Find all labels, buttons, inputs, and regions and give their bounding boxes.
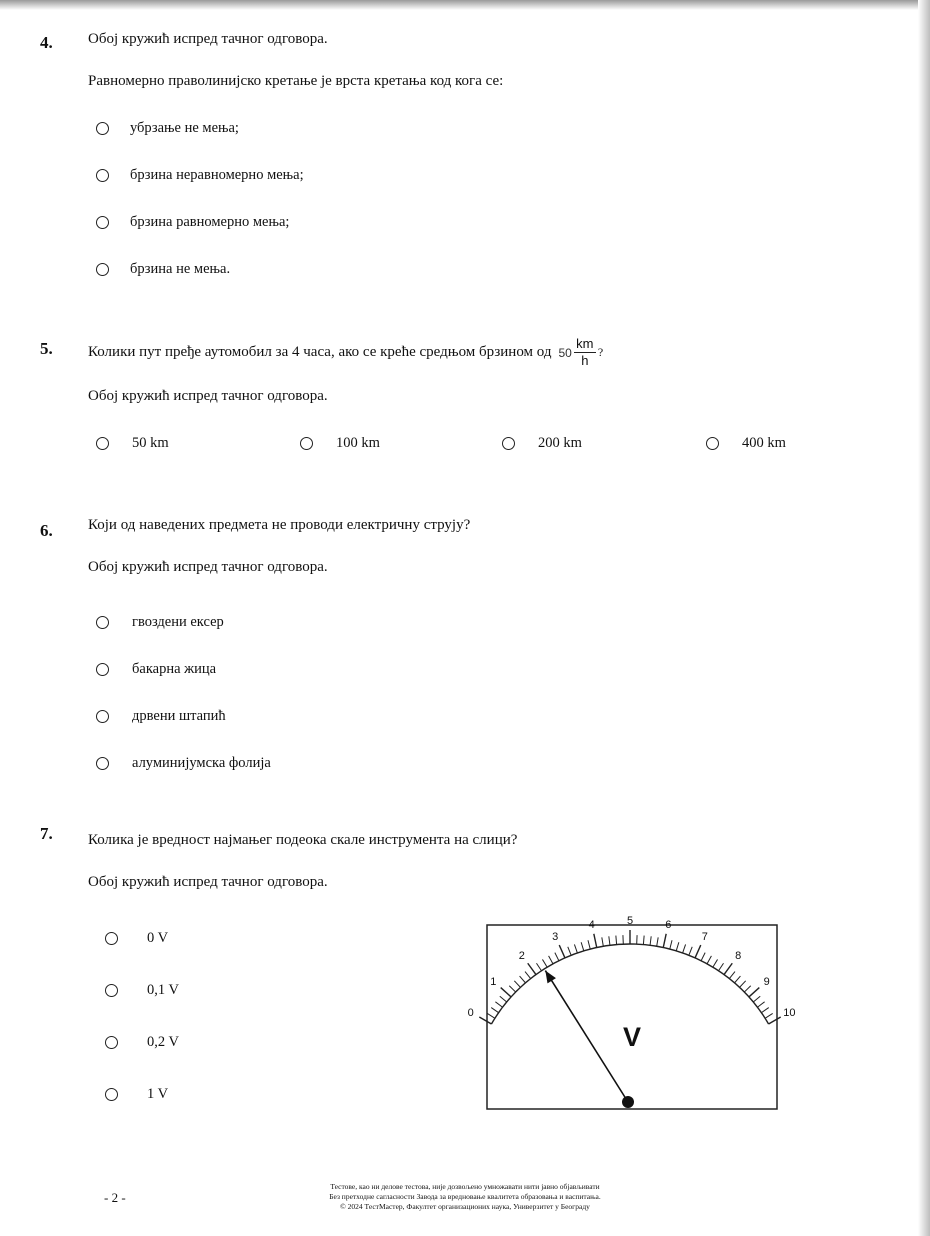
- q5-option-d[interactable]: [706, 435, 786, 452]
- meter-frame: [487, 925, 777, 1109]
- footer-line: Без претходне сагласности Завода за вредновање квалитета образовања и васпитања.: [329, 1192, 601, 1201]
- scale-label: 3: [552, 930, 559, 943]
- q7-option-a[interactable]: [105, 930, 168, 947]
- q5-option-a[interactable]: [96, 435, 169, 452]
- radio-circle[interactable]: [96, 263, 109, 276]
- scale-label: 7: [701, 930, 708, 943]
- needle-pivot: [622, 1096, 634, 1108]
- radio-circle[interactable]: [706, 437, 719, 450]
- q5-question: Колики пут пређе аутомобил за 4 часа, ако се креће средњом брзином од: [88, 344, 552, 360]
- scale-label: 2: [518, 950, 525, 963]
- scale-label: 4: [588, 919, 595, 932]
- radio-circle[interactable]: [105, 1036, 118, 1049]
- q7-question: Колика је вредност најмањег подеока скале инструмента на слици?: [88, 832, 518, 848]
- q6-instruction: Обој кружић испред тачног одговора.: [88, 559, 328, 575]
- radio-circle[interactable]: [105, 932, 118, 945]
- scale-label: 1: [490, 975, 497, 988]
- q4-instruction: Обој кружић испред тачног одговора.: [88, 31, 328, 47]
- q4-option-c[interactable]: [96, 214, 289, 231]
- footer-copyright: [245, 1182, 685, 1212]
- q7-option-d[interactable]: [105, 1086, 168, 1103]
- option-label: дрвени штапић: [132, 708, 226, 724]
- scale-label: 5: [626, 915, 634, 927]
- radio-circle[interactable]: [105, 1088, 118, 1101]
- q6-option-c[interactable]: [96, 708, 226, 725]
- option-label: убрзање не мења;: [130, 120, 239, 136]
- option-label: 400 km: [742, 435, 786, 451]
- q4-option-b[interactable]: [96, 167, 304, 184]
- option-label: 0,2 V: [147, 1034, 179, 1050]
- q5-question-end: ?: [597, 345, 604, 359]
- window-shadow-top: [0, 0, 930, 10]
- q5-option-b[interactable]: [300, 435, 380, 452]
- q5-speed-unit-fraction: [574, 337, 596, 368]
- meter-unit-label: V: [622, 1022, 642, 1052]
- radio-circle[interactable]: [96, 757, 109, 770]
- radio-circle[interactable]: [96, 437, 109, 450]
- radio-circle[interactable]: [96, 663, 109, 676]
- q4-number: 4.: [40, 33, 53, 52]
- q6-number: 6.: [40, 521, 53, 540]
- q5-instruction: Обој кружић испред тачног одговора.: [88, 388, 328, 404]
- radio-circle[interactable]: [300, 437, 313, 450]
- option-label: брзина неравномерно мења;: [130, 167, 304, 183]
- option-label: 50 km: [132, 435, 169, 451]
- voltmeter-figure: [467, 915, 796, 1110]
- q6-option-d[interactable]: [96, 755, 271, 772]
- scale-label: 10: [783, 1007, 796, 1019]
- footer-line: Тестове, као ни делове тестова, није дозвољено умножавати нити јавно објављивати: [330, 1182, 600, 1191]
- option-label: брзина не мења.: [130, 261, 231, 277]
- radio-circle[interactable]: [502, 437, 515, 450]
- q5-question-line: [88, 337, 603, 368]
- fraction-denominator: h: [581, 353, 589, 368]
- q4-option-d[interactable]: [96, 261, 230, 278]
- option-label: 0,1 V: [147, 982, 179, 998]
- window-shadow-right: [918, 0, 930, 1236]
- q5-option-c[interactable]: [502, 435, 582, 452]
- option-label: 1 V: [147, 1086, 169, 1102]
- radio-circle[interactable]: [105, 984, 118, 997]
- q5-number: 5.: [40, 339, 53, 358]
- radio-circle[interactable]: [96, 169, 109, 182]
- radio-circle[interactable]: [96, 122, 109, 135]
- q7-option-c[interactable]: [105, 1034, 179, 1051]
- q5-speed-value: 50: [558, 345, 572, 360]
- fraction-numerator: km: [576, 336, 594, 351]
- scale-label: 6: [665, 919, 672, 932]
- option-label: брзина равномерно мења;: [130, 214, 290, 230]
- q7-number: 7.: [40, 824, 53, 843]
- page-number: - 2 -: [104, 1190, 126, 1205]
- footer-line: © 2024 ТестМастер, Факултет организационих наука, Универзитет у Београду: [340, 1202, 590, 1211]
- q6-option-b[interactable]: [96, 661, 216, 678]
- scale-label: 0: [467, 1007, 474, 1019]
- q7-instruction: Обој кружић испред тачног одговора.: [88, 874, 328, 890]
- option-label: 200 km: [538, 435, 582, 451]
- q6-option-a[interactable]: [96, 614, 224, 631]
- q4-option-a[interactable]: [96, 120, 239, 137]
- radio-circle[interactable]: [96, 616, 109, 629]
- scale-label: 9: [763, 975, 770, 988]
- option-label: бакарна жица: [132, 661, 217, 677]
- q4-question: Равномерно праволинијско кретање је врста кретања код кога се:: [88, 73, 504, 89]
- option-label: алуминијумска фолија: [132, 755, 271, 771]
- q6-question: Који од наведених предмета не проводи електричну струју?: [88, 517, 471, 533]
- q7-option-b[interactable]: [105, 982, 179, 999]
- scale-label: 8: [735, 950, 742, 963]
- option-label: 100 km: [336, 435, 380, 451]
- radio-circle[interactable]: [96, 216, 109, 229]
- option-label: 0 V: [147, 930, 169, 946]
- option-label: гвоздени ексер: [132, 614, 224, 630]
- radio-circle[interactable]: [96, 710, 109, 723]
